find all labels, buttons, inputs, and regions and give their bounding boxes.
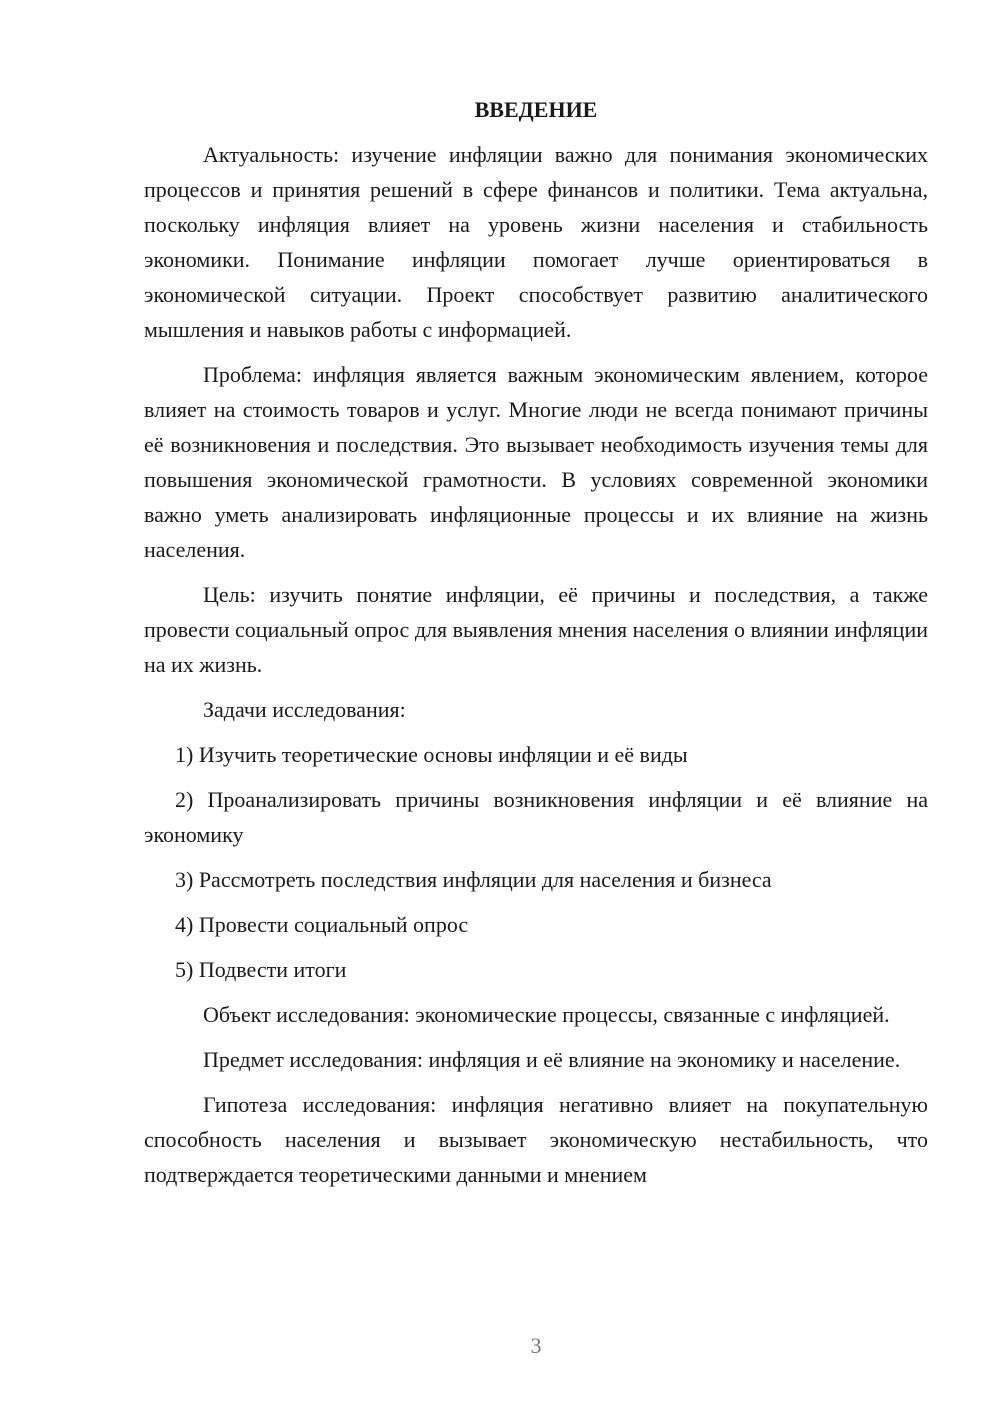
goal-paragraph: Цель: изучить понятие инфляции, её причины и последствия, а также провести социальный опрос для выявления мнения населения о влиянии инфляции на их жизнь.: [144, 582, 928, 677]
task-item-5: 5) Подвести итоги: [175, 957, 347, 982]
task-item-1: 1) Изучить теоретические основы инфляции и её виды: [175, 742, 688, 767]
task-item-2: 2) Проанализировать причины возникновения инфляции и её влияние на экономику: [144, 787, 928, 847]
relevance-paragraph: Актуальность: изучение инфляции важно для понимания экономических процессов и принятия решений в сфере финансов и политики. Тема актуальна, поскольку инфляция влияет на уровень жизни населения и стабильность экономики. Понимание инфляции помогает лучше ориентироваться в экономической ситуации. Проект способствует развитию аналитического мышления и навыков работы с информацией.: [144, 142, 928, 342]
task-item-3: 3) Рассмотреть последствия инфляции для населения и бизнеса: [175, 867, 772, 892]
section-heading: ВВЕДЕНИЕ: [474, 97, 598, 122]
object-paragraph: Объект исследования: экономические процессы, связанные с инфляцией.: [203, 1002, 890, 1027]
task-item-4: 4) Провести социальный опрос: [175, 912, 469, 937]
document-page: [144, 92, 928, 1202]
subject-paragraph: Предмет исследования: инфляция и её влияние на экономику и население.: [203, 1047, 901, 1072]
problem-paragraph: Проблема: инфляция является важным экономическим явлением, которое влияет на стоимость товаров и услуг. Многие люди не всегда понимают причины её возникновения и последствия. Это вызывает необходимость изучения темы для повышения экономической грамотности. В условиях современной экономики важно уметь анализировать инфляционные процессы и их влияние на жизнь населения.: [144, 362, 928, 562]
hypothesis-paragraph: Гипотеза исследования: инфляция негативно влияет на покупательную способность населения и вызывает экономическую нестабильность, что подтверждается теоретическими данными и мнением: [144, 1092, 928, 1187]
tasks-heading: Задачи исследования:: [203, 697, 406, 722]
page-number: 3: [530, 1333, 542, 1358]
